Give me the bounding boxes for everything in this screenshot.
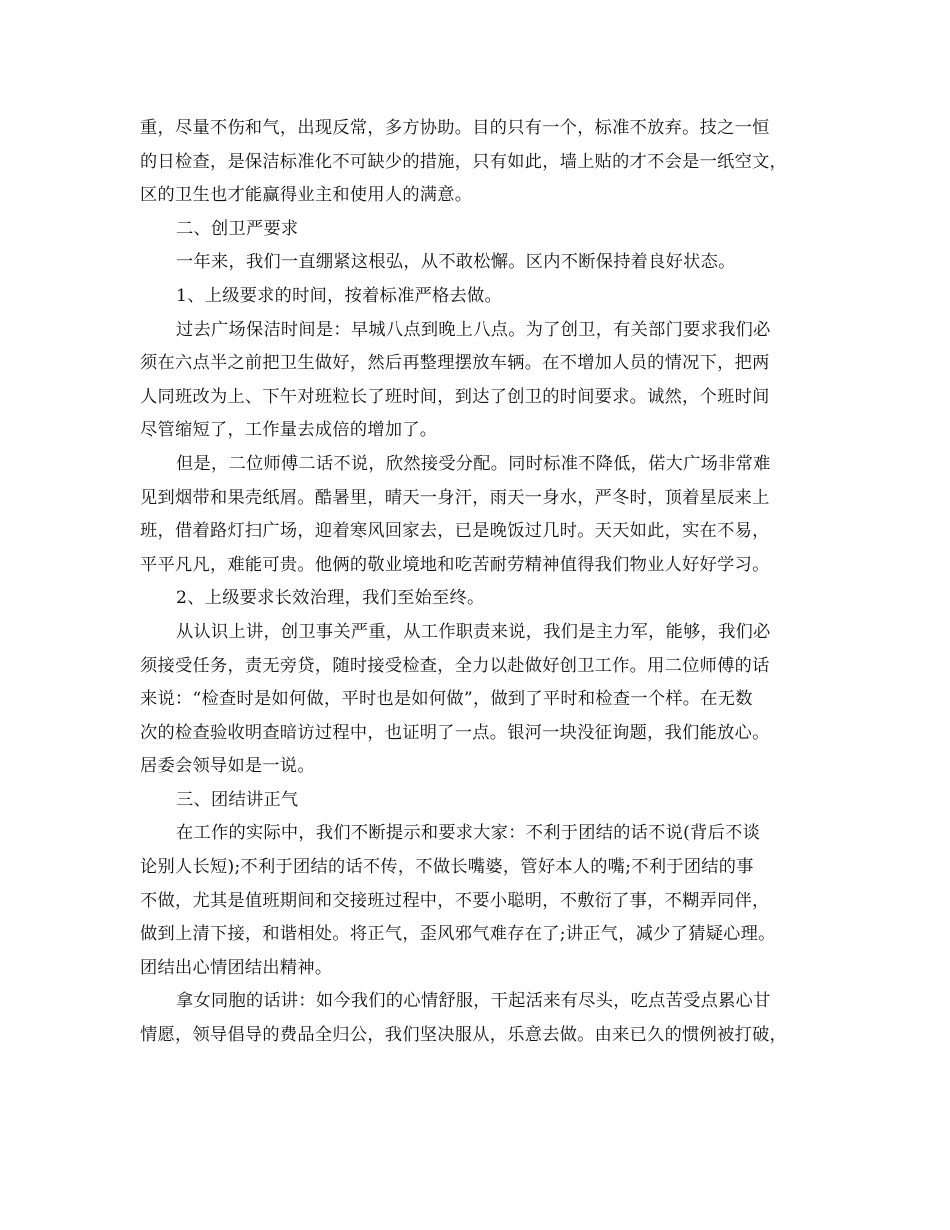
- text-line: 尽管缩短了，工作量去成倍的增加了。: [140, 420, 438, 441]
- text-line: 但是，二位师傅二话不说，欣然接受分配。同时标准不降低，偌大广场非常难: [176, 453, 771, 474]
- text-line: 一年来，我们一直绷紧这根弘，从不敢松懈。区内不断保持着良好状态。: [176, 252, 736, 273]
- text-line: 来说：“检查时是如何做，平时也是如何做”，做到了平时和检查一个样。在无数: [140, 689, 753, 710]
- text-line: 过去广场保洁时间是：早城八点到晚上八点。为了创卫，有关部门要求我们必: [176, 319, 771, 340]
- text-line: 居委会领导如是一说。: [140, 756, 315, 777]
- text-line: 拿女同胞的话讲：如今我们的心情舒服，干起活来有尽头，吃点苦受点累心甘: [176, 991, 771, 1012]
- text-line: 班，借着路灯扫广场，迎着寒风回家去，已是晚饭过几时。天天如此，实在不易，: [140, 521, 770, 542]
- text-line: 在工作的实际中，我们不断提示和要求大家：不利于团结的话不说(背后不谈: [176, 823, 761, 844]
- section-heading: 三、团结讲正气: [176, 789, 299, 810]
- text-line: 做到上清下接，和谐相处。将正气，歪风邪气难存在了;讲正气，减少了猜疑心理。: [140, 924, 776, 945]
- text-line: 须在六点半之前把卫生做好，然后再整理摆放车辆。在不增加人员的情况下，把两: [140, 353, 770, 374]
- subheading: 1、上级要求的时间，按着标准严格去做。: [176, 285, 503, 306]
- text-line: 区的卫生也才能赢得业主和使用人的满意。: [140, 185, 473, 206]
- text-line: 从认识上讲，创卫事关严重，从工作职责来说，我们是主力军，能够，我们必: [176, 621, 771, 642]
- text-line: 次的检查验收明查暗访过程中，也证明了一点。银河一块没征询题，我们能放心。: [140, 722, 770, 743]
- text-line: 见到烟带和果壳纸屑。酷暑里，晴天一身汗，雨天一身水，严冬时，顶着星辰来上: [140, 487, 770, 508]
- text-line: 不做，尤其是值班期间和交接班过程中，不要小聪明，不敷衍了事，不糊弄同伴，: [140, 890, 770, 911]
- text-line: 须接受任务，责无旁贷，随时接受检查，全力以赴做好创卫工作。用二位师傅的话: [140, 655, 770, 676]
- subheading: 2、上级要求长效治理，我们至始至终。: [176, 588, 485, 609]
- section-heading: 二、创卫严要求: [176, 218, 299, 239]
- document-page: [140, 112, 830, 1053]
- text-line: 的日检查，是保洁标准化不可缺少的措施，只有如此，墙上贴的才不会是一纸空文，: [140, 151, 788, 172]
- text-line: 情愿，领导倡导的费品全归公，我们坚决服从，乐意去做。由来已久的惯例被打破，: [140, 1025, 788, 1046]
- text-line: 论别人长短);不利于团结的话不传，不做长嘴婆，管好本人的嘴;不利于团结的事: [140, 857, 754, 878]
- text-line: 人同班改为上、下午对班粒长了班时间，到达了创卫的时间要求。诚然，个班时间: [140, 386, 770, 407]
- text-line: 平平凡凡，难能可贵。他俩的敬业境地和吃苦耐劳精神值得我们物业人好好学习。: [140, 554, 770, 575]
- text-line: 团结出心情团结出精神。: [140, 957, 333, 978]
- text-line: 重，尽量不伤和气，出现反常，多方协助。目的只有一个，标准不放弃。技之一恒: [140, 118, 770, 138]
